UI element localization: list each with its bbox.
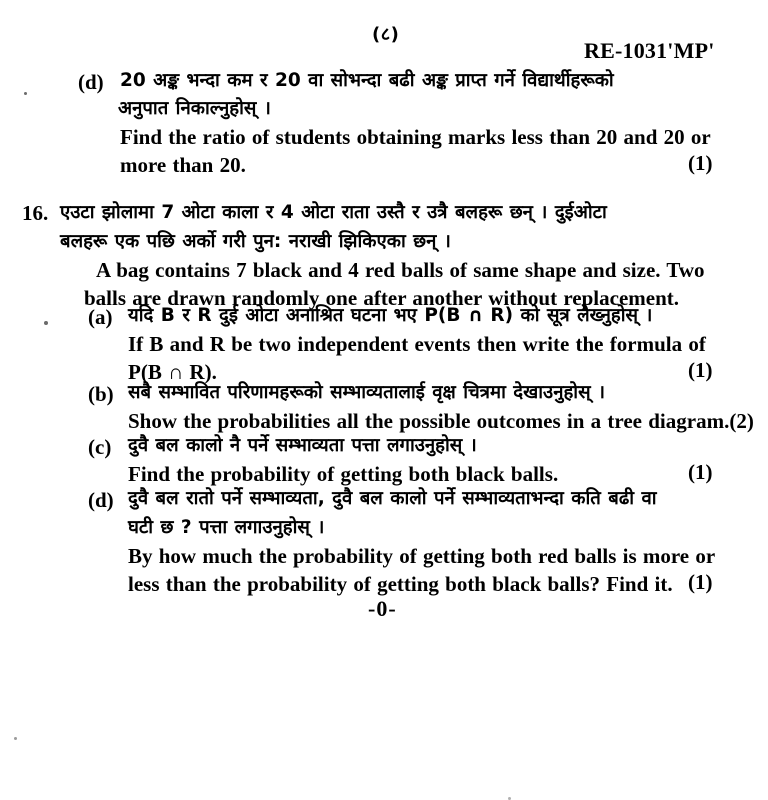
question-15d-english-line2: more than 20. <box>120 153 246 177</box>
part-b-english-line1: Show the probabilities all the possible outcomes in a tree diagram.(2) <box>128 409 754 433</box>
part-d-english-line2: less than the probability of getting both black balls? Find it. <box>128 572 673 596</box>
part-c-marks: (1) <box>688 460 713 484</box>
page-number: (८) <box>372 24 400 45</box>
part-label-b: (b) <box>88 382 114 406</box>
part-label-c: (c) <box>88 435 112 459</box>
part-b-nepali: सबै सम्भावित परिणामहरूको सम्भाव्यतालाई वृक्ष चित्रमा देखाउनुहोस् । <box>128 382 606 403</box>
part-d-nepali-line2: घटी छ ? पत्ता लगाउनुहोस् । <box>128 517 325 538</box>
part-label-d-top: (d) <box>78 70 104 94</box>
question-15d-nepali-line2: अनुपात निकाल्नुहोस् । <box>118 98 271 119</box>
part-c-english-line1: Find the probability of getting both black balls. <box>128 462 559 486</box>
question-15d-english-line1: Find the ratio of students obtaining marks less than 20 and 20 or <box>120 125 711 149</box>
question-15d-nepali-line1: 20 अङ्क भन्दा कम र 20 वा सोभन्दा बढी अङ्क प्राप्त गर्ने विद्यार्थीहरूको <box>120 70 614 91</box>
end-of-paper-marker: -0- <box>368 596 397 621</box>
scan-speck <box>14 737 17 740</box>
part-d-english-line1: By how much the probability of getting both red balls is more or <box>128 544 716 568</box>
page-header <box>0 14 768 64</box>
paper-code: RE-1031'MP' <box>584 38 715 63</box>
part-d-marks: (1) <box>688 570 713 594</box>
question-16-nepali-line1: एउटा झोलामा 7 ओटा काला र 4 ओटा राता उस्तै र उत्रै बलहरू छन् । दुईओटा <box>60 202 607 223</box>
part-label-a: (a) <box>88 305 113 329</box>
question-16-nepali-line2: बलहरू एक पछि अर्को गरी पुन: नराखी झिकिएका छन् । <box>60 231 451 252</box>
part-a-nepali: यदि B र R दुई ओटा अनाश्रित घटना भए P(B ∩ R) को सूत्र लेख्नुहोस् । <box>128 305 653 326</box>
question-16-english-line2: balls are drawn randomly one after another without replacement. <box>84 286 679 310</box>
question-16-english-line1: A bag contains 7 black and 4 red balls of same shape and size. Two <box>96 258 705 282</box>
question-16-number: 16. <box>22 201 49 225</box>
scan-speck <box>24 92 27 95</box>
scan-speck <box>44 321 48 325</box>
question-15d-marks: (1) <box>688 151 713 175</box>
part-d-nepali-line1: दुवै बल रातो पर्ने सम्भाव्यता, दुवै बल कालो पर्ने सम्भाव्यताभन्दा कति बढी वा <box>128 488 657 509</box>
part-c-nepali: दुवै बल कालो नै पर्ने सम्भाव्यता पत्ता लगाउनुहोस् । <box>128 435 477 456</box>
part-label-d-bottom: (d) <box>88 488 114 512</box>
part-a-english-line2: P(B ∩ R). <box>128 360 217 384</box>
part-a-english-line1: If B and R be two independent events then write the formula of <box>128 332 706 356</box>
part-a-marks: (1) <box>688 358 713 382</box>
